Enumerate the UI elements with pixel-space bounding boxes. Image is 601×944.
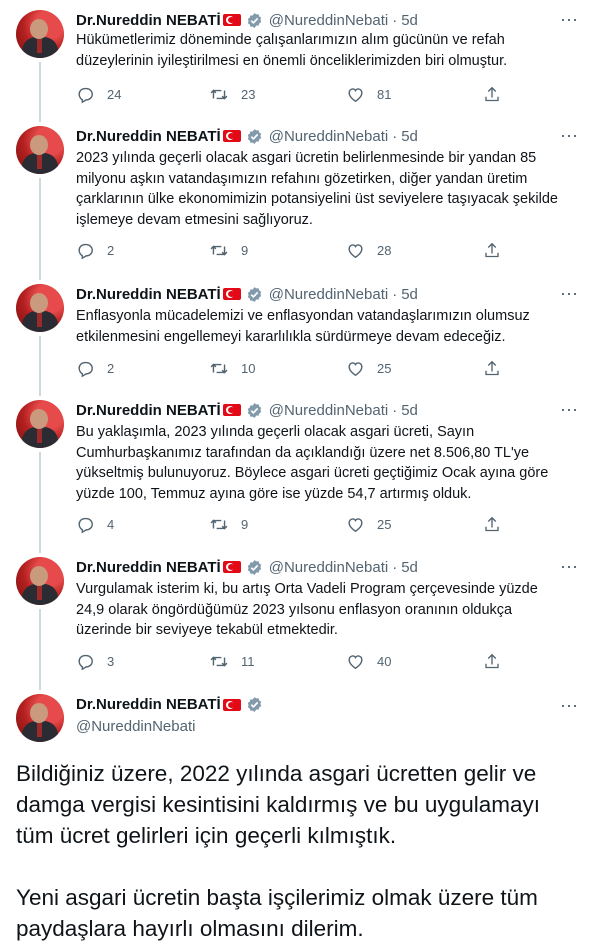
avatar[interactable]: [16, 557, 64, 605]
turkish-flag-icon: [223, 14, 241, 26]
reply-icon: [76, 652, 95, 671]
thread-connector: [39, 62, 41, 122]
tweet-timestamp[interactable]: 5d: [401, 11, 418, 29]
turkish-flag-icon: [223, 288, 241, 300]
reply-icon: [76, 515, 95, 534]
tweet-text-line: yüzde 100, Temmuz ayına göre ise yüzde 54,7 artırmış olduk.: [76, 485, 472, 502]
reply-count: 24: [107, 86, 122, 102]
retweet-count: 11: [241, 653, 255, 669]
reply-count: 2: [107, 242, 115, 258]
author-name[interactable]: Dr.Nureddin NEBATİ: [76, 285, 221, 303]
tweet-text: [76, 306, 586, 347]
tweet-timestamp[interactable]: 5d: [401, 558, 418, 576]
tweet-text-line: Vurgulamak isterim ki, bu artış Orta Vadeli Program çerçevesinde yüzde: [76, 581, 538, 597]
thread-connector: [39, 609, 41, 690]
share-icon: [483, 85, 501, 104]
retweet-count: 9: [241, 516, 249, 532]
thread-connector: [39, 336, 41, 396]
tweet-actions: [76, 240, 576, 260]
author-handle[interactable]: @NureddinNebati: [268, 127, 389, 145]
retweet-button[interactable]: [209, 240, 248, 260]
like-button[interactable]: [346, 240, 391, 260]
tweet-text: [76, 422, 586, 504]
like-count: 81: [377, 86, 392, 102]
turkish-flag-icon: [223, 561, 241, 573]
heart-icon: [346, 515, 365, 534]
tweet-text-line: 24,9 olarak öngördüğümüz 2023 yılsonu enflasyon oranının oldukça: [76, 601, 513, 618]
thread-connector: [39, 178, 41, 280]
reply-icon: [76, 359, 95, 378]
tweet-text-line: damga vergisi kesintisini kaldırmış ve bu uygulamayı: [16, 792, 540, 817]
like-button[interactable]: [346, 651, 391, 671]
tweet-text-line: 2023 yılında geçerli olacak asgari ücretin belirlenmesinde bir yandan 85: [76, 150, 537, 166]
author-name[interactable]: Dr.Nureddin NEBATİ: [76, 696, 221, 713]
tweet-header: [76, 696, 263, 713]
more-icon[interactable]: ⋯: [560, 126, 578, 146]
like-button[interactable]: [346, 84, 391, 104]
share-button[interactable]: [483, 514, 501, 534]
tweet-text-line: milyonu aşkın vatandaşımızın refahını gözetirken, diğer yandan üretim: [76, 170, 528, 187]
tweet-header: [76, 284, 418, 304]
avatar[interactable]: [16, 400, 64, 448]
separator-dot: ·: [392, 558, 398, 576]
reply-button[interactable]: [76, 84, 121, 104]
like-button[interactable]: [346, 514, 391, 534]
like-count: 28: [377, 242, 392, 258]
author-name[interactable]: Dr.Nureddin NEBATİ: [76, 11, 221, 29]
author-handle[interactable]: @NureddinNebati: [268, 558, 389, 576]
retweet-button[interactable]: [209, 358, 255, 378]
avatar[interactable]: [16, 284, 64, 332]
author-handle[interactable]: @NureddinNebati: [268, 11, 389, 29]
author-handle[interactable]: @NureddinNebati: [268, 401, 389, 419]
like-count: 40: [377, 653, 392, 669]
separator-dot: ·: [392, 401, 398, 419]
avatar[interactable]: [16, 126, 64, 174]
author-handle[interactable]: @NureddinNebati: [76, 718, 196, 735]
verified-badge-icon: [246, 402, 263, 419]
share-icon: [483, 241, 501, 260]
more-icon[interactable]: ⋯: [560, 10, 578, 30]
tweet-text-line: işlemeye devam etmesini sağlıyoruz.: [76, 211, 313, 228]
tweet-text-line: Bu yaklaşımla, 2023 yılında geçerli olacak asgari ücreti, Sayın: [76, 424, 475, 440]
separator-dot: ·: [392, 285, 398, 303]
retweet-icon: [209, 241, 229, 260]
heart-icon: [346, 652, 365, 671]
tweet-text-line: tüm ücret gelirleri için geçerli kılmıştık.: [16, 823, 397, 848]
share-icon: [483, 515, 501, 534]
tweet-text-line: yükseltmiş bulunuyoruz. Böylece asgari ücreti geçtiğimiz Ocak ayına göre: [76, 465, 549, 481]
reply-count: 2: [107, 360, 115, 376]
tweet-text-line: Bildiğiniz üzere, 2022 yılında asgari ücretten gelir ve: [16, 761, 537, 786]
avatar[interactable]: [16, 10, 64, 58]
verified-badge-icon: [246, 559, 263, 576]
heart-icon: [346, 85, 365, 104]
reply-icon: [76, 85, 95, 104]
tweet-text: [16, 758, 586, 944]
share-icon: [483, 359, 501, 378]
tweet-header: [76, 126, 418, 146]
tweet-timestamp[interactable]: 5d: [401, 401, 418, 419]
more-icon[interactable]: ⋯: [560, 696, 578, 716]
tweet-actions: [76, 84, 576, 104]
retweet-icon: [209, 515, 229, 534]
verified-badge-icon: [246, 128, 263, 145]
author-name[interactable]: Dr.Nureddin NEBATİ: [76, 127, 221, 145]
retweet-button[interactable]: [209, 84, 255, 104]
reply-button[interactable]: [76, 358, 114, 378]
tweet-header: [76, 557, 418, 577]
reply-button[interactable]: [76, 651, 114, 671]
tweet-timestamp[interactable]: 5d: [401, 127, 418, 145]
retweet-count: 9: [241, 242, 249, 258]
retweet-count: 23: [241, 86, 256, 102]
turkish-flag-icon: [223, 130, 241, 142]
turkish-flag-icon: [223, 699, 241, 711]
tweet-text: [76, 579, 586, 641]
paragraph-gap: [16, 851, 586, 882]
tweet-text-line: Hükümetlerimiz döneminde çalışanlarımızın alım gücünün ve refah: [76, 32, 505, 48]
share-button[interactable]: [483, 240, 501, 260]
author-handle[interactable]: @NureddinNebati: [268, 285, 389, 303]
tweet-text: [76, 30, 586, 71]
tweet-text-line: çarklarının ülke ekonomimizin potansiyelini üst seviyelere taşıyacak şekilde: [76, 191, 558, 207]
turkish-flag-icon: [223, 404, 241, 416]
verified-badge-icon: [246, 696, 263, 713]
thread-connector: [39, 452, 41, 553]
more-icon[interactable]: ⋯: [560, 557, 578, 577]
retweet-icon: [209, 652, 229, 671]
share-button[interactable]: [483, 84, 501, 104]
tweet-text-line: Enflasyonla mücadelemizi ve enflasyondan vatandaşlarımızın olumsuz: [76, 308, 530, 324]
reply-button[interactable]: [76, 514, 114, 534]
tweet-header: [76, 10, 418, 30]
author-name[interactable]: Dr.Nureddin NEBATİ: [76, 401, 221, 419]
reply-count: 4: [107, 516, 115, 532]
reply-button[interactable]: [76, 240, 114, 260]
separator-dot: ·: [392, 127, 398, 145]
tweet-actions: [76, 651, 576, 671]
verified-badge-icon: [246, 286, 263, 303]
avatar[interactable]: [16, 694, 64, 742]
reply-count: 3: [107, 653, 115, 669]
author-name[interactable]: Dr.Nureddin NEBATİ: [76, 558, 221, 576]
retweet-icon: [209, 85, 229, 104]
more-icon[interactable]: ⋯: [560, 400, 578, 420]
like-count: 25: [377, 360, 392, 376]
retweet-button[interactable]: [209, 514, 248, 534]
tweet-text-line: Yeni asgari ücretin başta işçilerimiz olmak üzere tüm: [16, 885, 538, 910]
tweet-actions: [76, 358, 576, 378]
verified-badge-icon: [246, 12, 263, 29]
share-button[interactable]: [483, 358, 501, 378]
tweet-text-line: üzerinde bir seviyeye tekabül etmektedir.: [76, 622, 338, 638]
more-icon[interactable]: ⋯: [560, 284, 578, 304]
separator-dot: ·: [392, 11, 398, 29]
tweet-actions: [76, 514, 576, 534]
share-button[interactable]: [483, 651, 501, 671]
share-icon: [483, 652, 501, 671]
tweet-timestamp[interactable]: 5d: [401, 285, 418, 303]
tweet-text: [76, 148, 586, 230]
tweet-text-line: etkilenmesini engellemeyi kararlılıkla sürdürmeye devam edeceğiz.: [76, 328, 506, 345]
retweet-icon: [209, 359, 229, 378]
tweet-text-line: düzeylerinin iyileştirilmesi en önemli önceliklerimizden biri olmuştur.: [76, 52, 508, 69]
tweet-text-line: paydaşlara hayırlı olmasını dilerim.: [16, 916, 364, 941]
retweet-button[interactable]: [209, 651, 255, 671]
heart-icon: [346, 359, 365, 378]
retweet-count: 10: [241, 360, 256, 376]
tweet-text-line: Cumhurbaşkanımız tarafından da açıklandığı üzere net 8.506,80 TL'ye: [76, 444, 530, 461]
like-count: 25: [377, 516, 392, 532]
tweet-header: [76, 400, 418, 420]
like-button[interactable]: [346, 358, 391, 378]
heart-icon: [346, 241, 365, 260]
reply-icon: [76, 241, 95, 260]
